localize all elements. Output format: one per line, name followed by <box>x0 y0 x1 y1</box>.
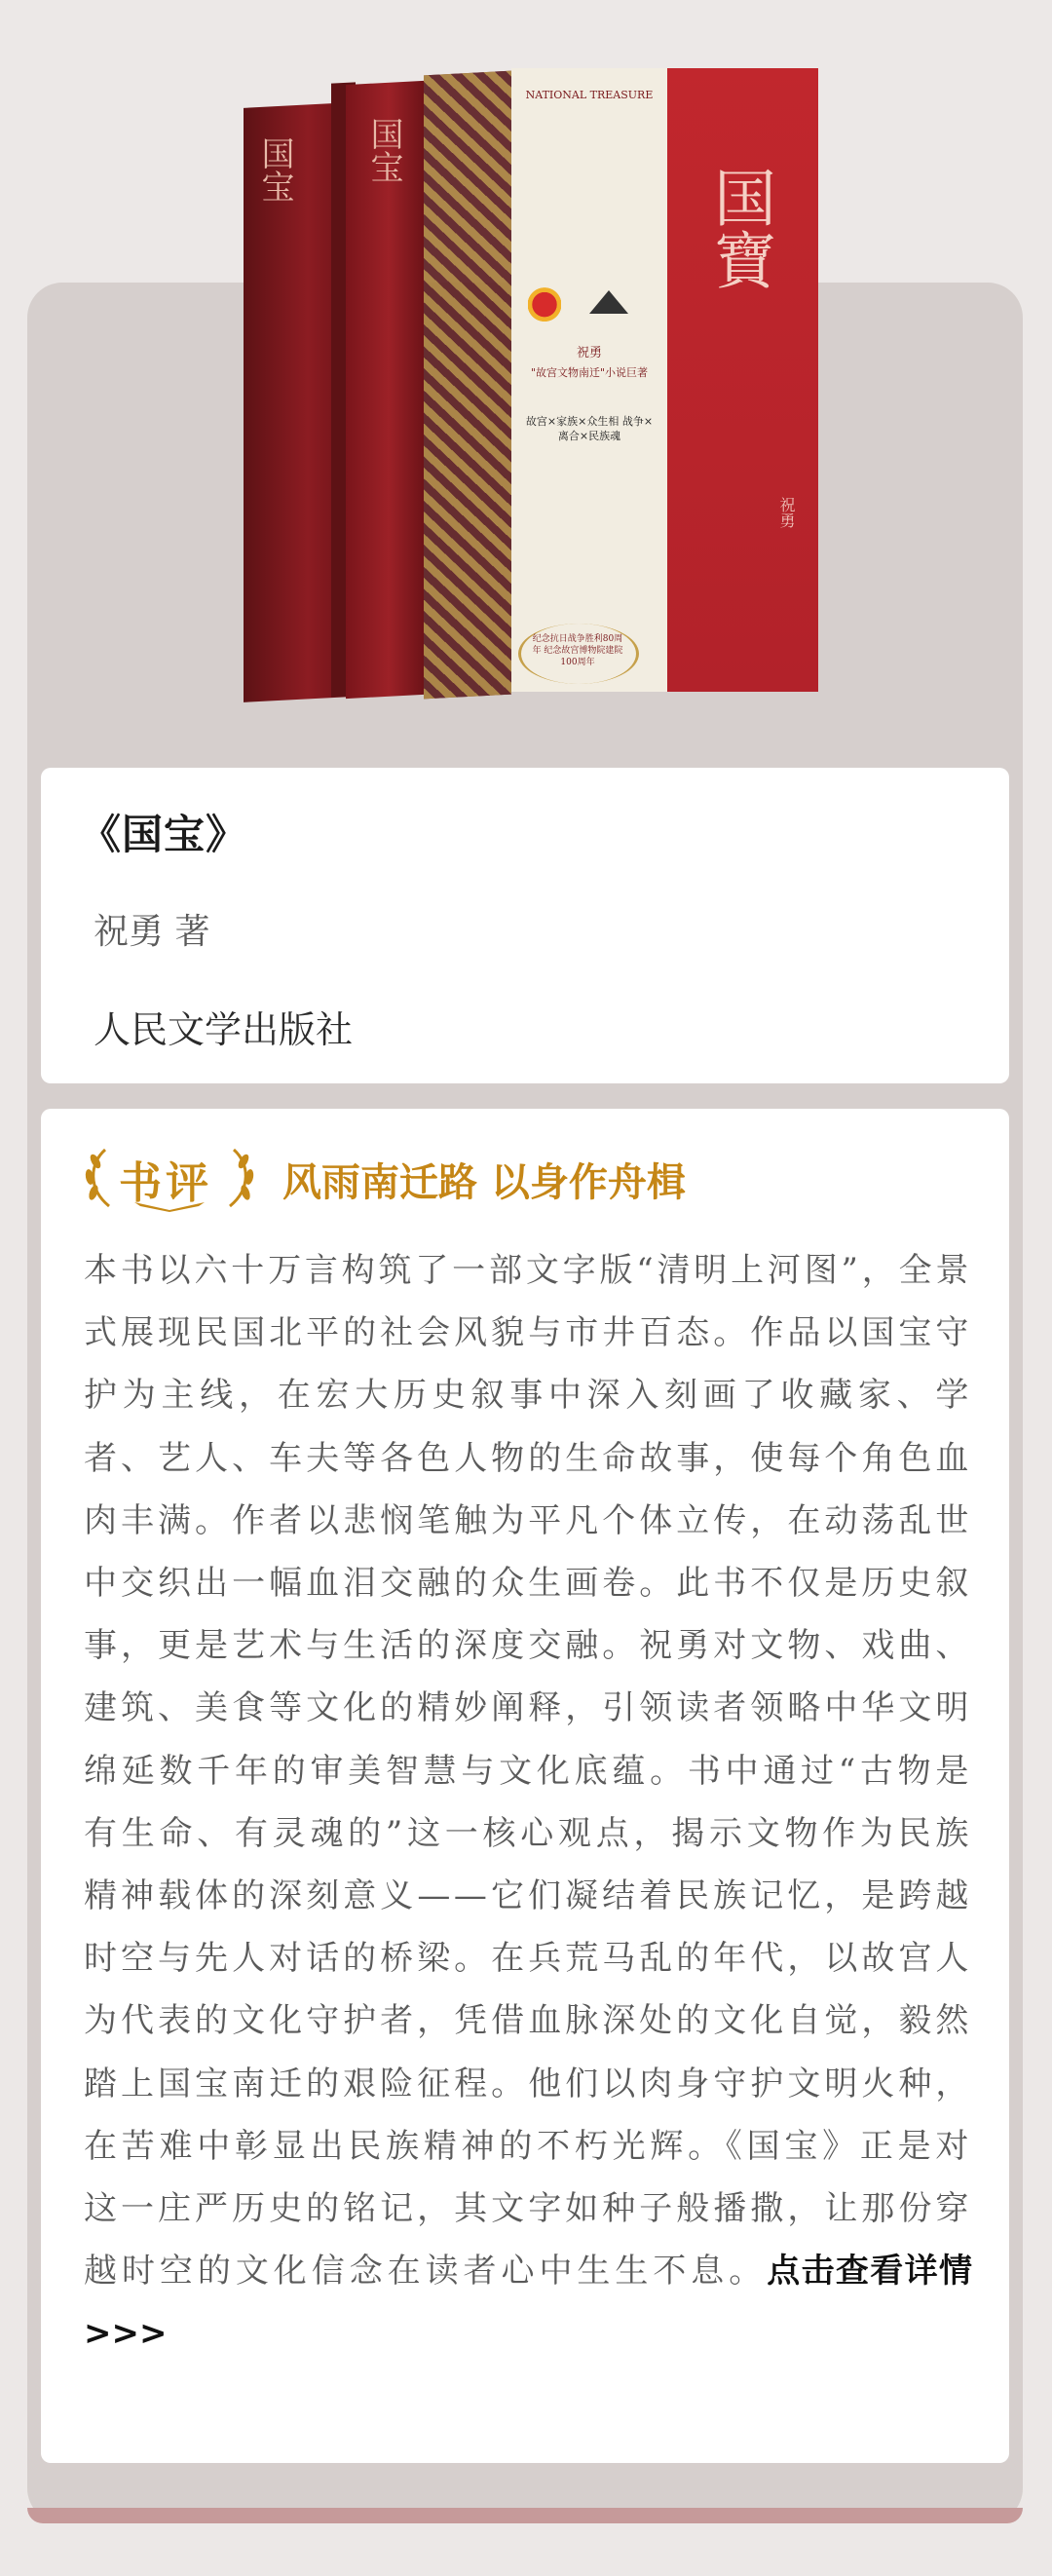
book-publisher: 人民文学出版社 <box>94 1008 354 1051</box>
book-cover-red <box>667 68 818 692</box>
review-body <box>84 1239 972 2366</box>
book-info-card[interactable] <box>41 768 1009 1083</box>
book-cover-band <box>511 68 667 692</box>
mountain-logo-icon <box>589 290 628 314</box>
book-box-image <box>234 58 818 701</box>
view-details-link[interactable]: 点击查看详情>>> <box>84 2252 972 2354</box>
review-badge <box>76 1142 263 1212</box>
cover-series-en: NATIONAL TREASURE <box>525 89 654 101</box>
cover-tags: 故宫×家族×众生相 战争×离合×民族魂 <box>525 415 654 442</box>
cover-badge-text: 纪念抗日战争胜利80周年 纪念故宫博物院建院100周年 <box>532 634 623 667</box>
cover-subtitle: "故宫文物南迁"小说巨著 <box>530 366 649 379</box>
review-card <box>41 1109 1009 2463</box>
review-badge-label: 书评 <box>119 1158 212 1208</box>
review-text: 本书以六十万言构筑了一部文字版“清明上河图”，全景式展现民国北平的社会风貌与市井百态。作品以国宝守护为主线，在宏大历史叙事中深入刻画了收藏家、学者、艺人、车夫等各色人物的生命故事，使每个角色血肉丰满。作者以悲悯笔触为平凡个体立传，在动荡乱世中交织出一幅血泪交融的众生画卷。此书不仅是历史叙事，更是艺术与生活的深度交融。祝勇对文物、戏曲、建筑、美食等文化的精妙阐释，引领读者领略中华文明绵延数千年的审美智慧与文化底蕴。书中通过“古物是有生命、有灵魂的”这一核心观点，揭示文物作为民族精神载体的深刻意义——它们凝结着民族记忆，是跨越时空与先人对话的桥梁。在兵荒马乱的年代，以故宫人为代表的文化守护者，凭借血脉深处的文化自觉，毅然踏上国宝南迁的艰险征程。他们以肉身守护文明火种，在苦难中彰显出民族精神的不朽光辉。《国宝》正是对这一庄严历史的铭记，其文字如种子般播撒，让那份穿越时空的文化信念在读者心中生生不息。 <box>84 1251 972 2292</box>
spine-title-back: 国宝 <box>255 136 294 203</box>
book-cover-pattern <box>424 71 511 700</box>
publisher-logo-icon <box>528 287 561 330</box>
book-title: 《国宝》 <box>80 811 248 858</box>
frame-bottom-bar <box>27 2508 1023 2523</box>
review-heading: 风雨南迁路 以身作舟楫 <box>282 1160 686 1205</box>
cover-calligraphy: 国寶 <box>703 166 775 290</box>
spine-title-front: 国宝 <box>364 117 403 183</box>
cover-author: 祝勇 <box>576 346 602 360</box>
book-author: 祝勇 著 <box>94 912 210 952</box>
cover-author-red: 祝勇 <box>777 497 796 528</box>
